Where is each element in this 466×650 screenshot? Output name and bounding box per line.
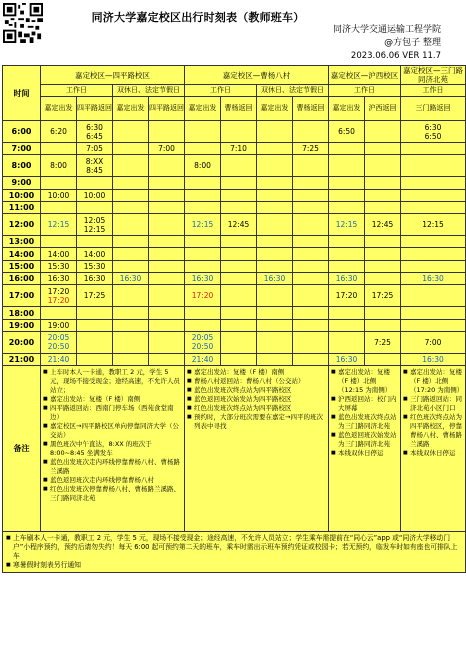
- departure-time: [401, 143, 466, 155]
- col-cy-ret: 曹杨返回: [221, 97, 257, 121]
- time-slot: 10:00: [3, 189, 41, 201]
- departure-time: [293, 155, 329, 177]
- note-item: ■ 四平路返回站：西南门停车场（西苑食堂南边）: [43, 404, 182, 422]
- note-item: ■ 三门路返回站：同济北苑小区门口: [403, 395, 463, 413]
- route2-header: 嘉定校区—曹杨八村: [185, 66, 329, 85]
- departure-time: [365, 201, 401, 213]
- table-row: [3, 189, 466, 201]
- departure-time: [149, 201, 185, 213]
- departure-time: [113, 236, 149, 248]
- notes-route3: [329, 366, 401, 532]
- departure-time: [329, 236, 365, 248]
- departure-time: [113, 189, 149, 201]
- departure-time: [149, 121, 185, 143]
- col-jd-dep: 嘉定出发: [257, 97, 293, 121]
- departure-time: [41, 307, 77, 319]
- departure-time: [329, 189, 365, 201]
- departure-time: [185, 307, 221, 319]
- departure-time: [329, 201, 365, 213]
- timetable-body: [3, 121, 466, 366]
- col-jd-dep: 嘉定出发: [41, 97, 77, 121]
- departure-time: 7:25: [365, 331, 401, 353]
- departure-time: 8:00: [41, 155, 77, 177]
- notes-route4: [401, 366, 466, 532]
- table-row: [3, 177, 466, 189]
- departure-time: [401, 260, 466, 272]
- note-item: ■ 嘉定出发站：复楼（F 楼）北侧（17:20 为南侧）: [403, 368, 463, 395]
- departure-time: [293, 121, 329, 143]
- departure-time: [401, 285, 466, 307]
- notes-label: 备注: [3, 366, 41, 532]
- note-item: ■ 蓝色出发班次走内环线停靠曹杨八村、曹杨路兰溪路: [43, 458, 182, 476]
- col-sp-ret: 四平路返回: [77, 97, 113, 121]
- departure-time: [293, 236, 329, 248]
- departure-time: [329, 143, 365, 155]
- page-title: 同济大学嘉定校区出行时刻表（教师班车）: [91, 11, 305, 24]
- departure-time: [221, 155, 257, 177]
- departure-time: [113, 143, 149, 155]
- time-slot: 13:00: [3, 236, 41, 248]
- departure-time: [365, 248, 401, 260]
- departure-time: [149, 260, 185, 272]
- departure-time: [257, 331, 293, 353]
- departure-time: 16:30: [329, 273, 365, 285]
- departure-time: [221, 285, 257, 307]
- departure-time: [113, 260, 149, 272]
- departure-time: [329, 260, 365, 272]
- departure-time: [185, 189, 221, 201]
- timetable: [2, 65, 466, 573]
- departure-time: [149, 307, 185, 319]
- table-row: [3, 319, 466, 331]
- departure-time: [113, 201, 149, 213]
- time-slot: 16:00: [3, 273, 41, 285]
- version: 2023.06.06 VER 11.7: [350, 51, 441, 61]
- time-slot: 7:00: [3, 143, 41, 155]
- time-slot: 19:00: [3, 319, 41, 331]
- departure-time: [221, 273, 257, 285]
- departure-time: [257, 285, 293, 307]
- departure-time: 10:00: [41, 189, 77, 201]
- col-jd-dep: 嘉定出发: [329, 97, 365, 121]
- time-slot: 15:00: [3, 260, 41, 272]
- r1-workday: 工作日: [41, 85, 113, 97]
- departure-time: [401, 201, 466, 213]
- departure-time: [293, 353, 329, 365]
- r4-workday: 工作日: [401, 85, 466, 97]
- time-slot: 8:00: [3, 155, 41, 177]
- r2-workday: 工作日: [185, 85, 257, 97]
- route1-header: 嘉定校区—四平路校区: [41, 66, 185, 85]
- departure-time: [149, 155, 185, 177]
- departure-time: 15:30: [77, 260, 113, 272]
- col-jd-dep: 嘉定出发: [113, 97, 149, 121]
- time-slot: 20:00: [3, 331, 41, 353]
- departure-time: 19:00: [41, 319, 77, 331]
- departure-time: [365, 236, 401, 248]
- departure-time: [221, 319, 257, 331]
- col-jd-dep: 嘉定出发: [185, 97, 221, 121]
- departure-time: [185, 177, 221, 189]
- col-cy-ret: 曹杨返回: [293, 97, 329, 121]
- departure-time: 14:00: [77, 248, 113, 260]
- departure-time: [401, 319, 466, 331]
- departure-time: [113, 177, 149, 189]
- departure-time: [185, 236, 221, 248]
- departure-time: [365, 353, 401, 365]
- departure-time: [221, 177, 257, 189]
- note-item: ■ 嘉定出发站：复楼（F 楼）南侧: [187, 368, 326, 377]
- departure-time: [257, 177, 293, 189]
- table-row: [3, 353, 466, 365]
- departure-time: [257, 201, 293, 213]
- departure-time: [257, 155, 293, 177]
- departure-time: [365, 260, 401, 272]
- departure-time: [257, 319, 293, 331]
- table-row: [3, 248, 466, 260]
- departure-time: [149, 189, 185, 201]
- note-item: ■ 上车时本人一卡通，教职工 2 元，学生 5 元，现场不接受现金；途经高速，不允许人员站立；: [43, 368, 182, 395]
- departure-time: 21:40: [41, 353, 77, 365]
- departure-time: [149, 331, 185, 353]
- note-item: ■ 蓝色返回班次走内环线停靠曹杨八村: [43, 476, 182, 485]
- departure-time: [293, 273, 329, 285]
- org-name: 同济大学交通运输工程学院: [332, 25, 441, 35]
- departure-time: [329, 331, 365, 353]
- departure-time: [221, 353, 257, 365]
- table-row: [3, 214, 466, 236]
- departure-time: 16:30: [185, 273, 221, 285]
- departure-time: 6:20: [41, 121, 77, 143]
- note-item: ■ 红色班次终点站为四平路校区，停靠曹杨八村、曹杨路兰溪路: [403, 413, 463, 449]
- departure-time: [365, 155, 401, 177]
- departure-time: [149, 214, 185, 236]
- table-row: [3, 201, 466, 213]
- departure-time: [77, 201, 113, 213]
- note-item: ■ 预约时，大部分班次需要在嘉定→四平的班次列表中寻找: [187, 413, 326, 431]
- departure-time: [365, 143, 401, 155]
- general-note-item: ■ 上车刷本人一卡通，教职工 2 元，学生 5 元，现场不接受现金；途经高速，不允许人员站立；学生乘车需提前在“同心云”app 或“同济大学移动门户”小程序预约，预约后请勿失约！每天 6:00 起可预约第二天的班车，乘车时需出示班车预约凭证或校园卡；若无预约，临发车时如有座也可排队上车: [6, 534, 462, 561]
- departure-time: [257, 121, 293, 143]
- departure-time: 16:30: [257, 273, 293, 285]
- departure-time: 7:00: [401, 331, 466, 353]
- departure-time: [41, 177, 77, 189]
- departure-time: [185, 260, 221, 272]
- departure-time: [113, 331, 149, 353]
- departure-time: [185, 121, 221, 143]
- departure-time: [185, 248, 221, 260]
- departure-time: [257, 260, 293, 272]
- time-slot: 9:00: [3, 177, 41, 189]
- departure-time: 17:20: [329, 285, 365, 307]
- r3-workday: 工作日: [329, 85, 401, 97]
- departure-time: 10:00: [77, 189, 113, 201]
- route3-header: 嘉定校区—沪西校区: [329, 66, 401, 85]
- departure-time: 7:00: [149, 143, 185, 155]
- departure-time: [293, 319, 329, 331]
- general-notes: [3, 532, 466, 573]
- departure-time: [401, 236, 466, 248]
- departure-time: [77, 236, 113, 248]
- departure-time: [221, 189, 257, 201]
- departure-time: [41, 201, 77, 213]
- departure-time: [257, 307, 293, 319]
- departure-time: [257, 143, 293, 155]
- departure-time: 12:15: [185, 214, 221, 236]
- time-slot: 14:00: [3, 248, 41, 260]
- departure-time: [221, 201, 257, 213]
- departure-time: [77, 307, 113, 319]
- table-row: [3, 285, 466, 307]
- departure-time: 8:XX 8:45: [77, 155, 113, 177]
- departure-time: [221, 248, 257, 260]
- time-slot: 17:00: [3, 285, 41, 307]
- note-item: ■ 红色出发班次停靠曹杨八村、曹杨路兰溪路、三门路同济北苑: [43, 485, 182, 503]
- departure-time: [77, 353, 113, 365]
- departure-time: [401, 177, 466, 189]
- table-row: [3, 331, 466, 353]
- departure-time: [257, 189, 293, 201]
- departure-time: [221, 307, 257, 319]
- note-item: ■ 蓝色出发班次终点站为三门路同济北苑: [331, 413, 398, 431]
- table-row: [3, 307, 466, 319]
- departure-time: 21:40: [185, 353, 221, 365]
- departure-time: 16:30: [113, 273, 149, 285]
- departure-time: [113, 248, 149, 260]
- departure-time: [293, 177, 329, 189]
- departure-time: [293, 201, 329, 213]
- departure-time: [257, 214, 293, 236]
- departure-time: 20:05 20:50: [41, 331, 77, 353]
- departure-time: [365, 121, 401, 143]
- departure-time: 8:00: [185, 155, 221, 177]
- r1-weekend: 双休日、法定节假日: [113, 85, 185, 97]
- departure-time: [329, 177, 365, 189]
- departure-time: [113, 319, 149, 331]
- departure-time: 15:30: [41, 260, 77, 272]
- departure-time: [401, 248, 466, 260]
- departure-time: [113, 121, 149, 143]
- departure-time: 12:05 12:15: [77, 214, 113, 236]
- departure-time: 12:15: [329, 214, 365, 236]
- departure-time: [329, 155, 365, 177]
- departure-time: 17:25: [77, 285, 113, 307]
- departure-time: 17:25: [365, 285, 401, 307]
- departure-time: 14:00: [41, 248, 77, 260]
- departure-time: 17:20: [185, 285, 221, 307]
- note-item: ■ 蓝色返回班次始发站为四平路校区: [187, 395, 326, 404]
- departure-time: [329, 248, 365, 260]
- departure-time: [257, 353, 293, 365]
- note-item: ■ 蓝色出发班次终点站为四平路校区: [187, 386, 326, 395]
- table-row: [3, 155, 466, 177]
- departure-time: 16:30: [77, 273, 113, 285]
- time-slot: 21:00: [3, 353, 41, 365]
- departure-time: [329, 307, 365, 319]
- departure-time: [185, 201, 221, 213]
- departure-time: [293, 189, 329, 201]
- departure-time: [401, 189, 466, 201]
- note-item: ■ 本线双休日停运: [331, 449, 398, 458]
- departure-time: [293, 307, 329, 319]
- departure-time: [149, 285, 185, 307]
- note-item: ■ 嘉定出发站：复楼（F 楼）北侧（12:15 为南侧）: [331, 368, 398, 395]
- table-row: [3, 273, 466, 285]
- time-header: 时间: [3, 66, 41, 121]
- departure-time: [113, 353, 149, 365]
- departure-time: [221, 260, 257, 272]
- departure-time: 7:05: [77, 143, 113, 155]
- time-slot: 6:00: [3, 121, 41, 143]
- table-row: [3, 143, 466, 155]
- departure-time: [221, 121, 257, 143]
- departure-time: [149, 248, 185, 260]
- note-item: ■ 蓝色返回班次始发站为三门路同济北苑: [331, 431, 398, 449]
- departure-time: [365, 273, 401, 285]
- departure-time: 12:15: [401, 214, 466, 236]
- departure-time: [293, 331, 329, 353]
- departure-time: [113, 307, 149, 319]
- departure-time: 16:30: [329, 353, 365, 365]
- departure-time: [365, 319, 401, 331]
- col-sm-ret: 三门路返回: [401, 97, 466, 121]
- departure-time: [257, 248, 293, 260]
- departure-time: [329, 319, 365, 331]
- departure-time: [149, 353, 185, 365]
- departure-time: [293, 248, 329, 260]
- departure-time: [41, 143, 77, 155]
- general-note-item: ■ 寒暑假时刻表另行通知: [6, 561, 462, 570]
- time-slot: 11:00: [3, 201, 41, 213]
- departure-time: 16:30: [401, 353, 466, 365]
- departure-time: 17:20 17:20: [41, 285, 77, 307]
- departure-time: 7:25: [293, 143, 329, 155]
- departure-time: [365, 189, 401, 201]
- note-item: ■ 本线双休日停运: [403, 449, 463, 458]
- note-item: ■ 黑色班次中午直达，8:XX 的班次于 8:00~8:45 坐满发车: [43, 440, 182, 458]
- col-sp-ret: 四平路返回: [149, 97, 185, 121]
- departure-time: [257, 236, 293, 248]
- departure-time: 6:50: [329, 121, 365, 143]
- author: @方包子 整理: [384, 38, 441, 48]
- table-row: [3, 121, 466, 143]
- departure-time: [113, 155, 149, 177]
- departure-time: [293, 214, 329, 236]
- route4-header: 嘉定校区—三门路同济北苑: [401, 66, 466, 85]
- note-item: ■ 红色出发班次终点站为四平路校区: [187, 404, 326, 413]
- note-item: ■ 沪西返回站：校门内大屏幕: [331, 395, 398, 413]
- col-hx-ret: 沪西返回: [365, 97, 401, 121]
- departure-time: 6:30 6:45: [77, 121, 113, 143]
- departure-time: [77, 319, 113, 331]
- departure-time: [149, 273, 185, 285]
- departure-time: [185, 319, 221, 331]
- departure-time: [77, 331, 113, 353]
- notes-route2: [185, 366, 329, 532]
- departure-time: [77, 177, 113, 189]
- departure-time: [149, 177, 185, 189]
- departure-time: [113, 214, 149, 236]
- departure-time: [401, 307, 466, 319]
- time-slot: 12:00: [3, 214, 41, 236]
- qr-code: [3, 3, 43, 43]
- departure-time: [365, 307, 401, 319]
- table-row: [3, 236, 466, 248]
- departure-time: 12:15: [41, 214, 77, 236]
- org-info: [333, 24, 441, 50]
- departure-time: [401, 155, 466, 177]
- departure-time: 12:45: [365, 214, 401, 236]
- note-item: ■ 曹杨八村返回站：曹杨八村（公交站）: [187, 377, 326, 386]
- departure-time: [293, 285, 329, 307]
- table-row: [3, 260, 466, 272]
- departure-time: [149, 319, 185, 331]
- r2-weekend: 双休日、法定节假日: [257, 85, 329, 97]
- time-slot: 18:00: [3, 307, 41, 319]
- departure-time: [185, 143, 221, 155]
- departure-time: 16:30: [41, 273, 77, 285]
- departure-time: [113, 285, 149, 307]
- departure-time: [221, 236, 257, 248]
- departure-time: [293, 260, 329, 272]
- departure-time: [365, 177, 401, 189]
- departure-time: [41, 236, 77, 248]
- departure-time: 16:30: [401, 273, 466, 285]
- departure-time: [221, 331, 257, 353]
- departure-time: 12:45: [221, 214, 257, 236]
- departure-time: 7:10: [221, 143, 257, 155]
- note-item: ■ 嘉定出发站：复楼（F 楼）南侧: [43, 395, 182, 404]
- note-item: ■ 嘉定校区→四平路校区单向停靠同济大学（公交站）: [43, 422, 182, 440]
- departure-time: [149, 236, 185, 248]
- departure-time: 20:05 20:50: [185, 331, 221, 353]
- departure-time: 6:30 6:50: [401, 121, 466, 143]
- notes-route1: [41, 366, 185, 532]
